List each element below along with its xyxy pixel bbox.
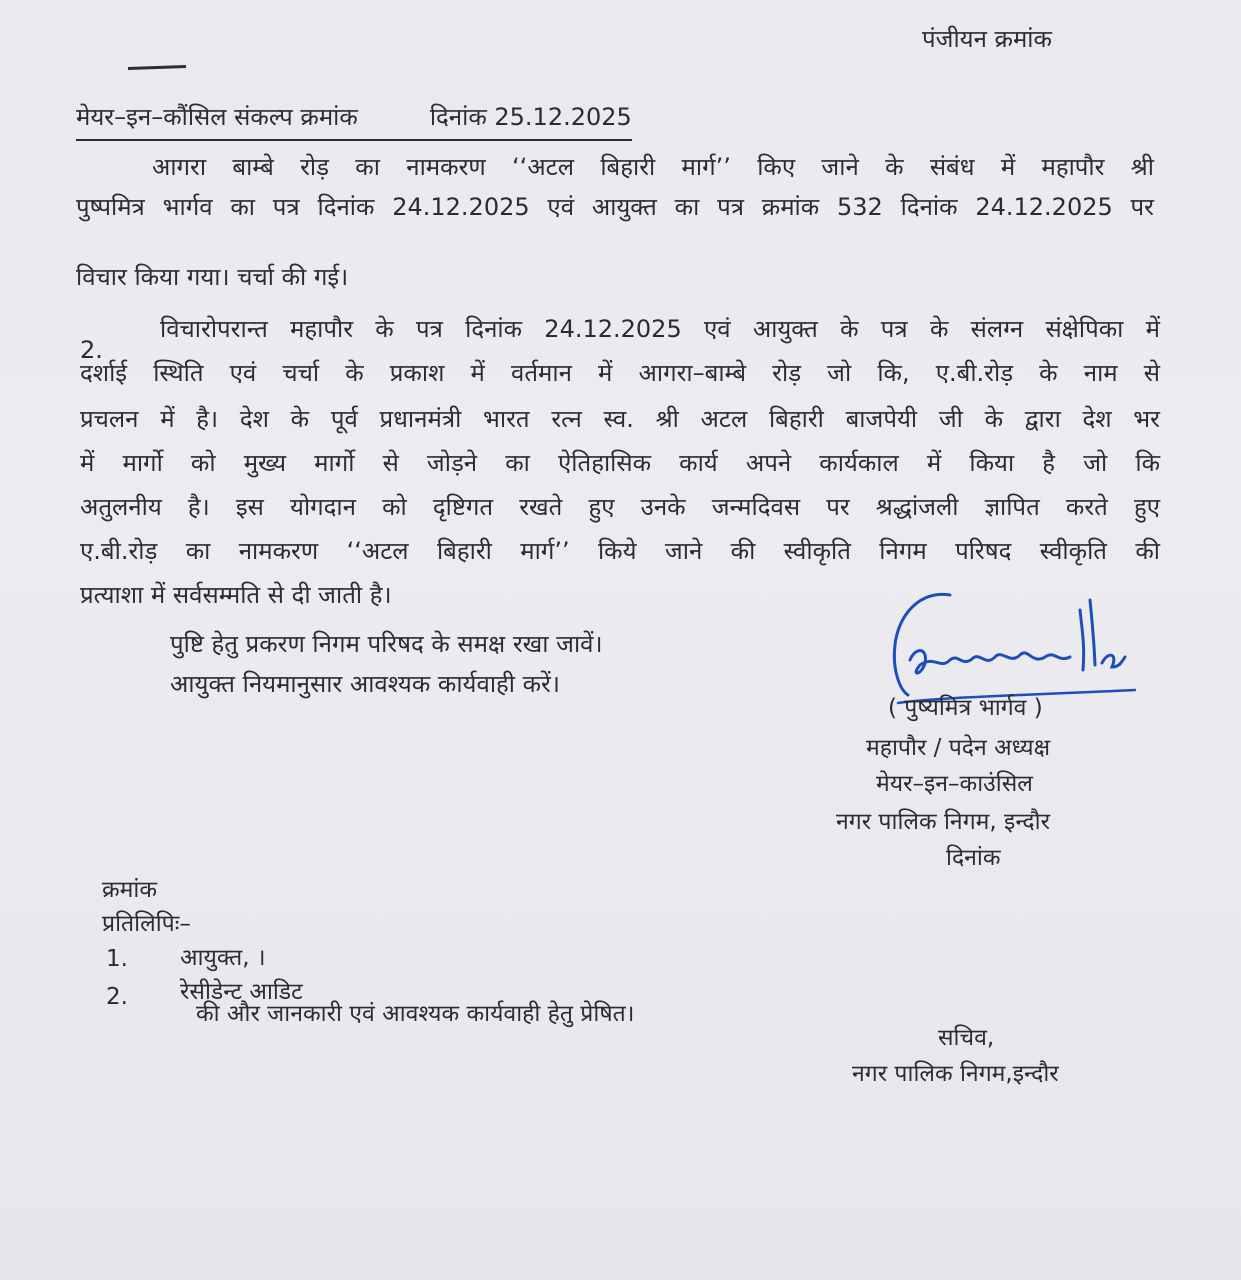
copy-item-text: आयुक्त, । xyxy=(180,945,266,971)
copy-item-text: रेसीडेन्ट आडिट xyxy=(180,979,303,1005)
paragraph2-number: 2. xyxy=(80,336,103,364)
paragraph2-line xyxy=(80,356,1160,389)
copy-item-number: 2. xyxy=(106,984,128,1010)
dash-mark xyxy=(128,65,186,70)
copy-item-number: 1. xyxy=(106,946,128,972)
signatory-date-label: दिनांक xyxy=(946,845,1001,871)
paragraph2-line-4: में मार्गो को मुख्य मार्गो से जोड़ने का ऐतिहासिक कार्य अपने कार्यकाल में किया है जो कि xyxy=(80,449,1160,477)
paragraph1-line-3: विचार किया गया। चर्चा की गई। xyxy=(76,263,349,291)
paragraph2-line-1: विचारोपरान्त महापौर के पत्र दिनांक 24.12.2025 एवं आयुक्त के पत्र के संलग्न संक्षेपिका में xyxy=(160,315,1160,343)
header-underline xyxy=(76,139,632,141)
paragraph1-line xyxy=(76,190,1154,223)
paragraph2-line-2: दर्शाई स्थिति एवं चर्चा के प्रकाश में वर्तमान में आगरा–बाम्बे रोड़ जो कि, ए.बी.रोड़ के नाम से xyxy=(80,359,1160,387)
paragraph1-line xyxy=(152,150,1154,183)
resolution-number-label: मेयर–इन–कौंसिल संकल्प क्रमांक xyxy=(76,103,358,131)
instruction-line-1: पुष्टि हेतु प्रकरण निगम परिषद के समक्ष रखा जावें। xyxy=(170,630,603,658)
resolution-date: दिनांक 25.12.2025 xyxy=(429,103,632,131)
signatory-name: ( पुष्यमित्र भार्गव ) xyxy=(888,695,1043,721)
paragraph2-line-3: प्रचलन में है। देश के पूर्व प्रधानमंत्री भारत रत्न स्व. श्री अटल बिहारी बाजपेयी जी के द्वारा देश भर xyxy=(80,405,1160,433)
instruction-line-2: आयुक्त नियमानुसार आवश्यक कार्यवाही करें। xyxy=(170,670,560,698)
secretary-title: सचिव, xyxy=(938,1025,995,1051)
paragraph2-line xyxy=(80,534,1160,567)
copy-number-label: क्रमांक xyxy=(102,877,158,903)
paragraph2-line xyxy=(160,312,1160,345)
paragraph2-line xyxy=(80,446,1160,479)
copy-forward-text: की और जानकारी एवं आवश्यक कार्यवाही हेतु प्रेषित। xyxy=(196,1001,635,1027)
paragraph1-line-2: पुष्पमित्र भार्गव का पत्र दिनांक 24.12.2025 एवं आयुक्त का पत्र क्रमांक 532 दिनांक 24.12.2025 पर xyxy=(76,193,1154,221)
signatory-council: मेयर–इन–काउंसिल xyxy=(876,771,1033,797)
paragraph2-line xyxy=(80,490,1160,523)
copy-to-label: प्रतिलिपिः– xyxy=(102,911,191,937)
signatory-designation: महापौर / पदेन अध्यक्ष xyxy=(866,735,1051,761)
resolution-header xyxy=(76,100,632,133)
paragraph2-line xyxy=(80,402,1160,435)
signatory-organization: नगर पालिक निगम, इन्दौर xyxy=(836,809,1051,835)
registration-number-label: पंजीयन क्रमांक xyxy=(922,25,1052,53)
paragraph2-line-6: ए.बी.रोड़ का नामकरण ‘‘अटल बिहारी मार्ग’’ किये जाने की स्वीकृति निगम परिषद स्वीकृति की xyxy=(80,537,1160,565)
paragraph2-line-5: अतुलनीय है। इस योगदान को दृष्टिगत रखते हुए उनके जन्मदिवस पर श्रद्धांजली ज्ञापित करते हुए xyxy=(80,493,1160,521)
secretary-organization: नगर पालिक निगम,इन्दौर xyxy=(852,1061,1059,1087)
paragraph1-line-1: आगरा बाम्बे रोड़ का नामकरण ‘‘अटल बिहारी मार्ग’’ किए जाने के संबंध में महापौर श्री xyxy=(152,153,1154,181)
paragraph2-line-7: प्रत्याशा में सर्वसम्मति से दी जाती है। xyxy=(80,581,392,609)
